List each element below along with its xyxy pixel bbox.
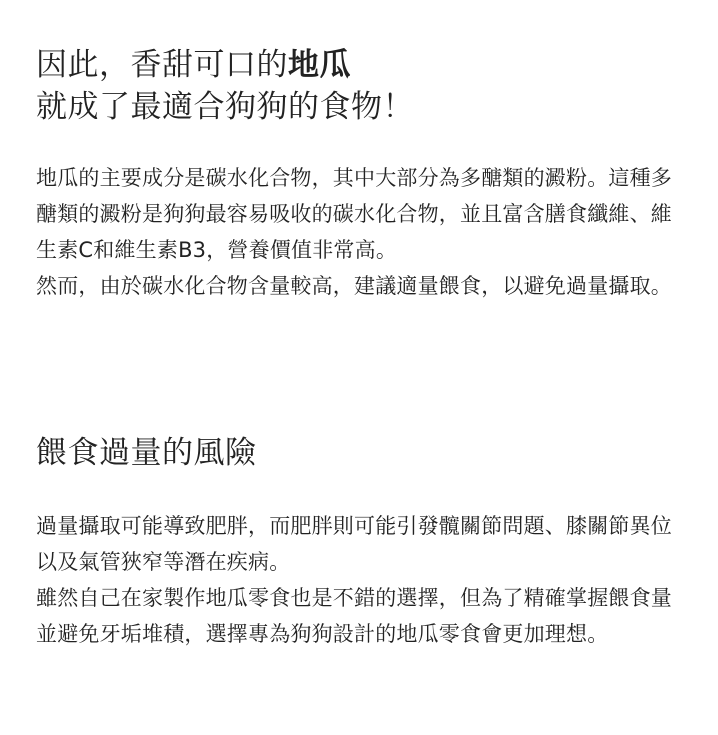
headline-line1-plain: 因此，香甜可口的 xyxy=(36,47,288,83)
nutrition-paragraph xyxy=(36,160,688,304)
overfeeding-risk-heading: 餵食過量的風險 xyxy=(36,435,257,471)
nutrition-text: 地瓜的主要成分是碳水化合物，其中大部分為多醣類的澱粉。這種多醣類的澱粉是狗狗最容易吸收的碳水化合物，並且富含膳食纖維、維生素C和維生素B3，營養價值非常高。 xyxy=(36,166,672,262)
risk-text: 過量攝取可能導致肥胖，而肥胖則可能引發髖關節問題、膝關節異位以及氣管狹窄等潛在疾病。 xyxy=(36,514,672,574)
risk-paragraph xyxy=(36,508,688,652)
headline-line1-bold: 地瓜 xyxy=(288,47,351,83)
feeding-advice-text: 然而，由於碳水化合物含量較高，建議適量餵食，以避免過量攝取。 xyxy=(36,274,672,298)
headline-sweet-potato xyxy=(36,44,688,128)
headline-line2: 就成了最適合狗狗的食物！ xyxy=(36,89,414,125)
recommendation-text: 雖然自己在家製作地瓜零食也是不錯的選擇，但為了精確掌握餵食量並避免牙垢堆積，選擇專為狗狗設計的地瓜零食會更加理想。 xyxy=(36,586,672,646)
